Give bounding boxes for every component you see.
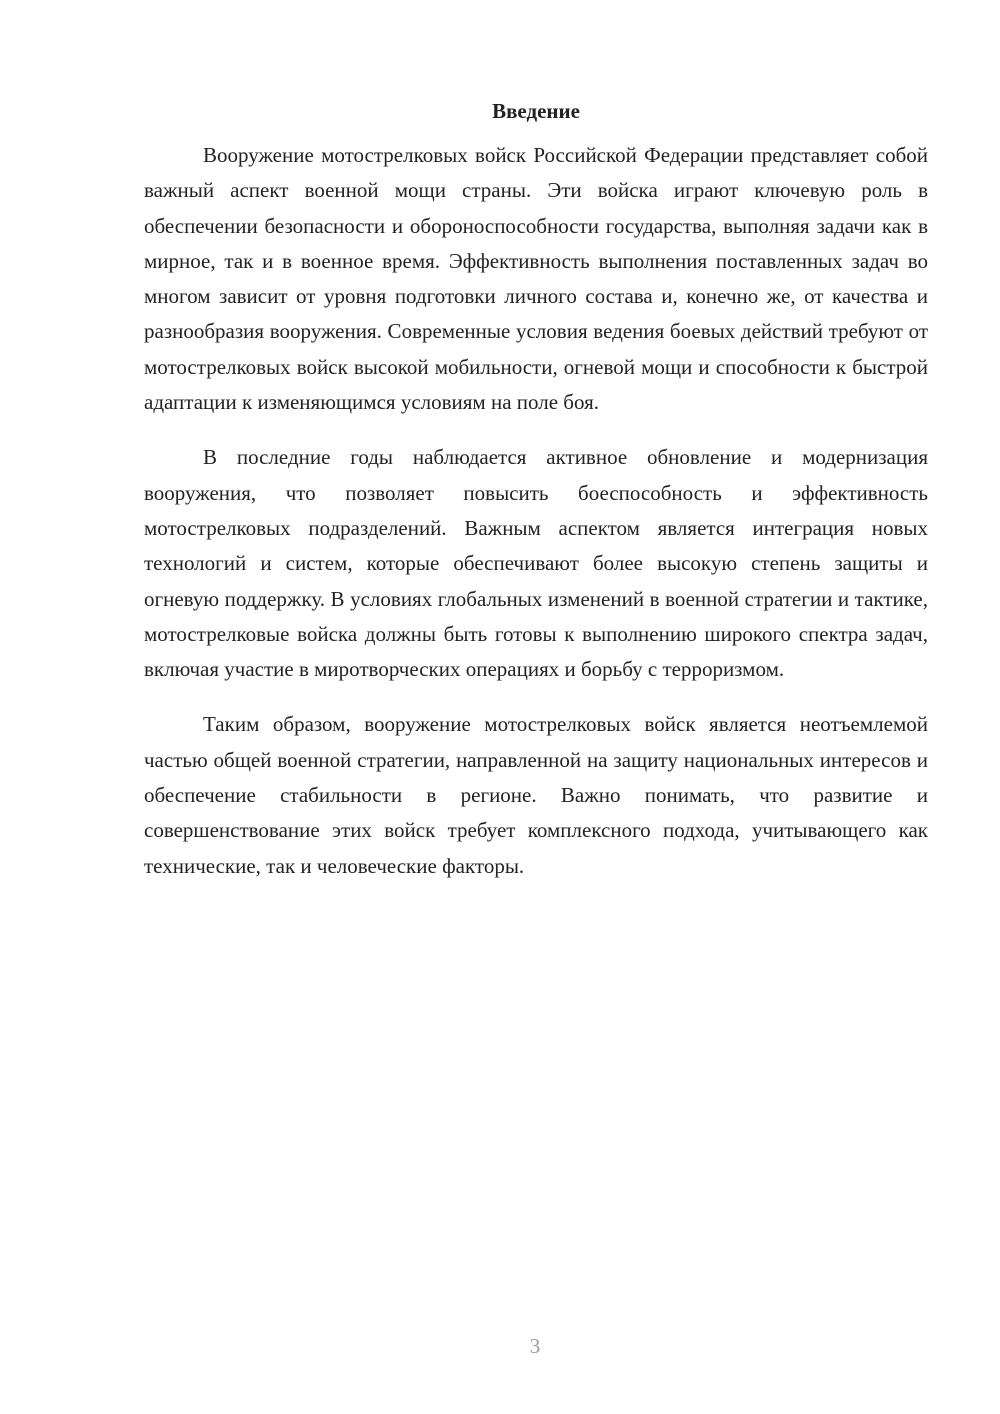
paragraph-3: Таким образом, вооружение мотострелковых войск является неотъемлемой частью общей военной стратегии, направленной на защиту национальных интересов и обеспечение стабильности в регионе. Важно понимать, что развитие и совершенствование этих войск требует комплексного подхода, учитывающего как технические, так и человеческие факторы. xyxy=(144,712,928,878)
section-title: Введение xyxy=(492,99,580,123)
page-number: 3 xyxy=(529,1334,541,1358)
paragraph-2: В последние годы наблюдается активное обновление и модернизация вооружения, что позволяет повысить боеспособность и эффективность мотострелковых подразделений. Важным аспектом является интеграция новых технологий и систем, которые обеспечивают более высокую степень защиты и огневую поддержку. В условиях глобальных изменений в военной стратегии и тактике, мотострелковые войска должны быть готовы к выполнению широкого спектра задач, включая участие в миротворческих операциях и борьбу с терроризмом. xyxy=(144,445,928,682)
paragraph-1: Вооружение мотострелковых войск Российской Федерации представляет собой важный аспект военной мощи страны. Эти войска играют ключевую роль в обеспечении безопасности и обороноспособности государства, выполняя задачи как в мирное, так и в военное время. Эффективность выполнения поставленных задач во многом зависит от уровня подготовки личного состава и, конечно же, от качества и разнообразия вооружения. Современные условия ведения боевых действий требуют от мотострелковых войск высокой мобильности, огневой мощи и способности к быстрой адаптации к изменяющимся условиям на поле боя. xyxy=(144,143,928,415)
document-body xyxy=(144,96,928,884)
